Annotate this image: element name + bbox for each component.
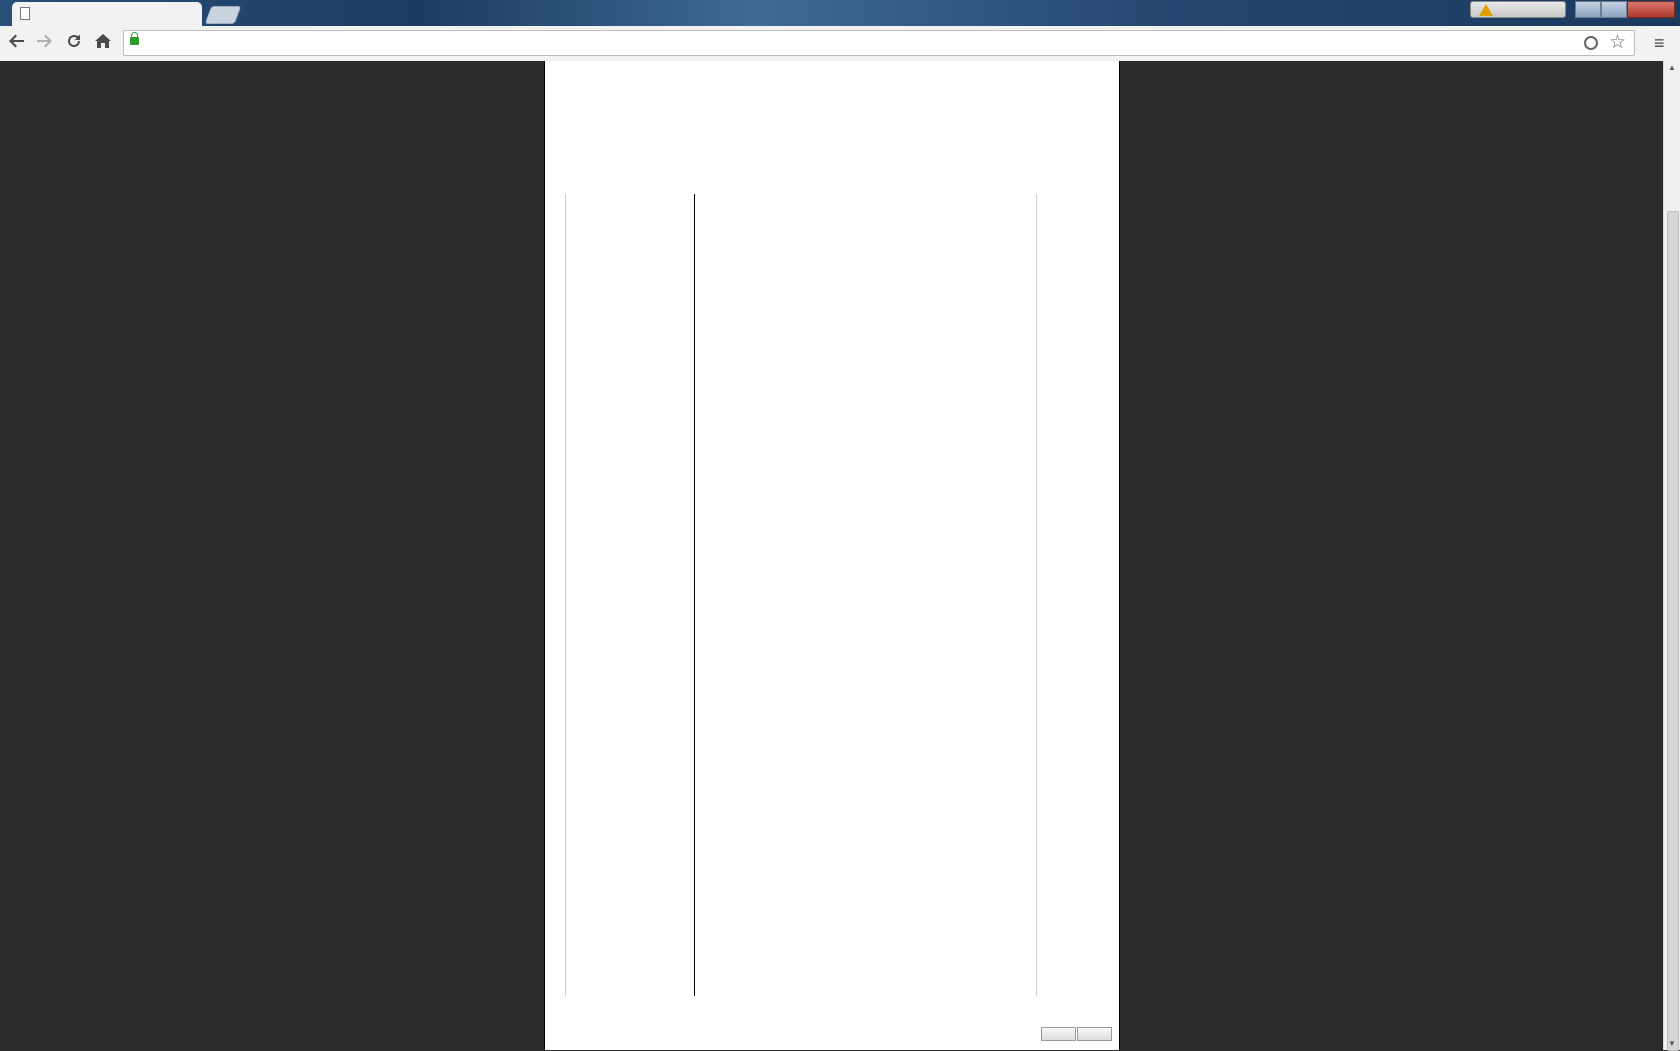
warning-icon <box>1479 4 1493 16</box>
scale-ticks <box>695 180 1035 192</box>
home-button[interactable] <box>92 32 114 54</box>
browser-toolbar <box>0 26 1680 62</box>
window-title-bar <box>0 0 1680 26</box>
close-window-button[interactable] <box>1627 1 1675 18</box>
search-icon[interactable] <box>1584 36 1598 50</box>
arrow-right-icon <box>35 32 53 50</box>
browser-tab[interactable] <box>12 2 202 26</box>
hamburger-menu-icon[interactable]: ≡ <box>1654 33 1665 53</box>
user-profile-button[interactable] <box>1470 1 1566 18</box>
next-button[interactable] <box>1077 1027 1112 1041</box>
page-document-icon <box>20 7 30 20</box>
reload-button[interactable] <box>63 32 85 54</box>
slider-matrix <box>565 194 1037 996</box>
scroll-down-icon[interactable]: ▼ <box>1668 1039 1676 1048</box>
scrollbar-thumb[interactable] <box>1667 211 1679 1051</box>
reload-icon <box>65 32 83 50</box>
lock-icon <box>130 37 139 45</box>
maximize-button[interactable] <box>1601 1 1627 18</box>
survey-panel <box>544 61 1120 1050</box>
back-button[interactable] <box>6 32 28 54</box>
new-tab-button[interactable] <box>205 6 242 24</box>
scroll-up-icon[interactable]: ▲ <box>1668 63 1676 72</box>
matrix-divider <box>694 194 695 996</box>
previous-button[interactable] <box>1041 1027 1076 1041</box>
arrow-left-icon <box>8 32 26 50</box>
forward-button[interactable] <box>33 32 55 54</box>
address-bar[interactable] <box>123 30 1635 56</box>
home-icon <box>94 32 112 50</box>
minimize-button[interactable] <box>1575 1 1601 18</box>
vertical-scrollbar[interactable] <box>1663 61 1680 1050</box>
page-viewport <box>0 61 1663 1050</box>
bookmark-star-icon[interactable]: ☆ <box>1608 32 1626 53</box>
